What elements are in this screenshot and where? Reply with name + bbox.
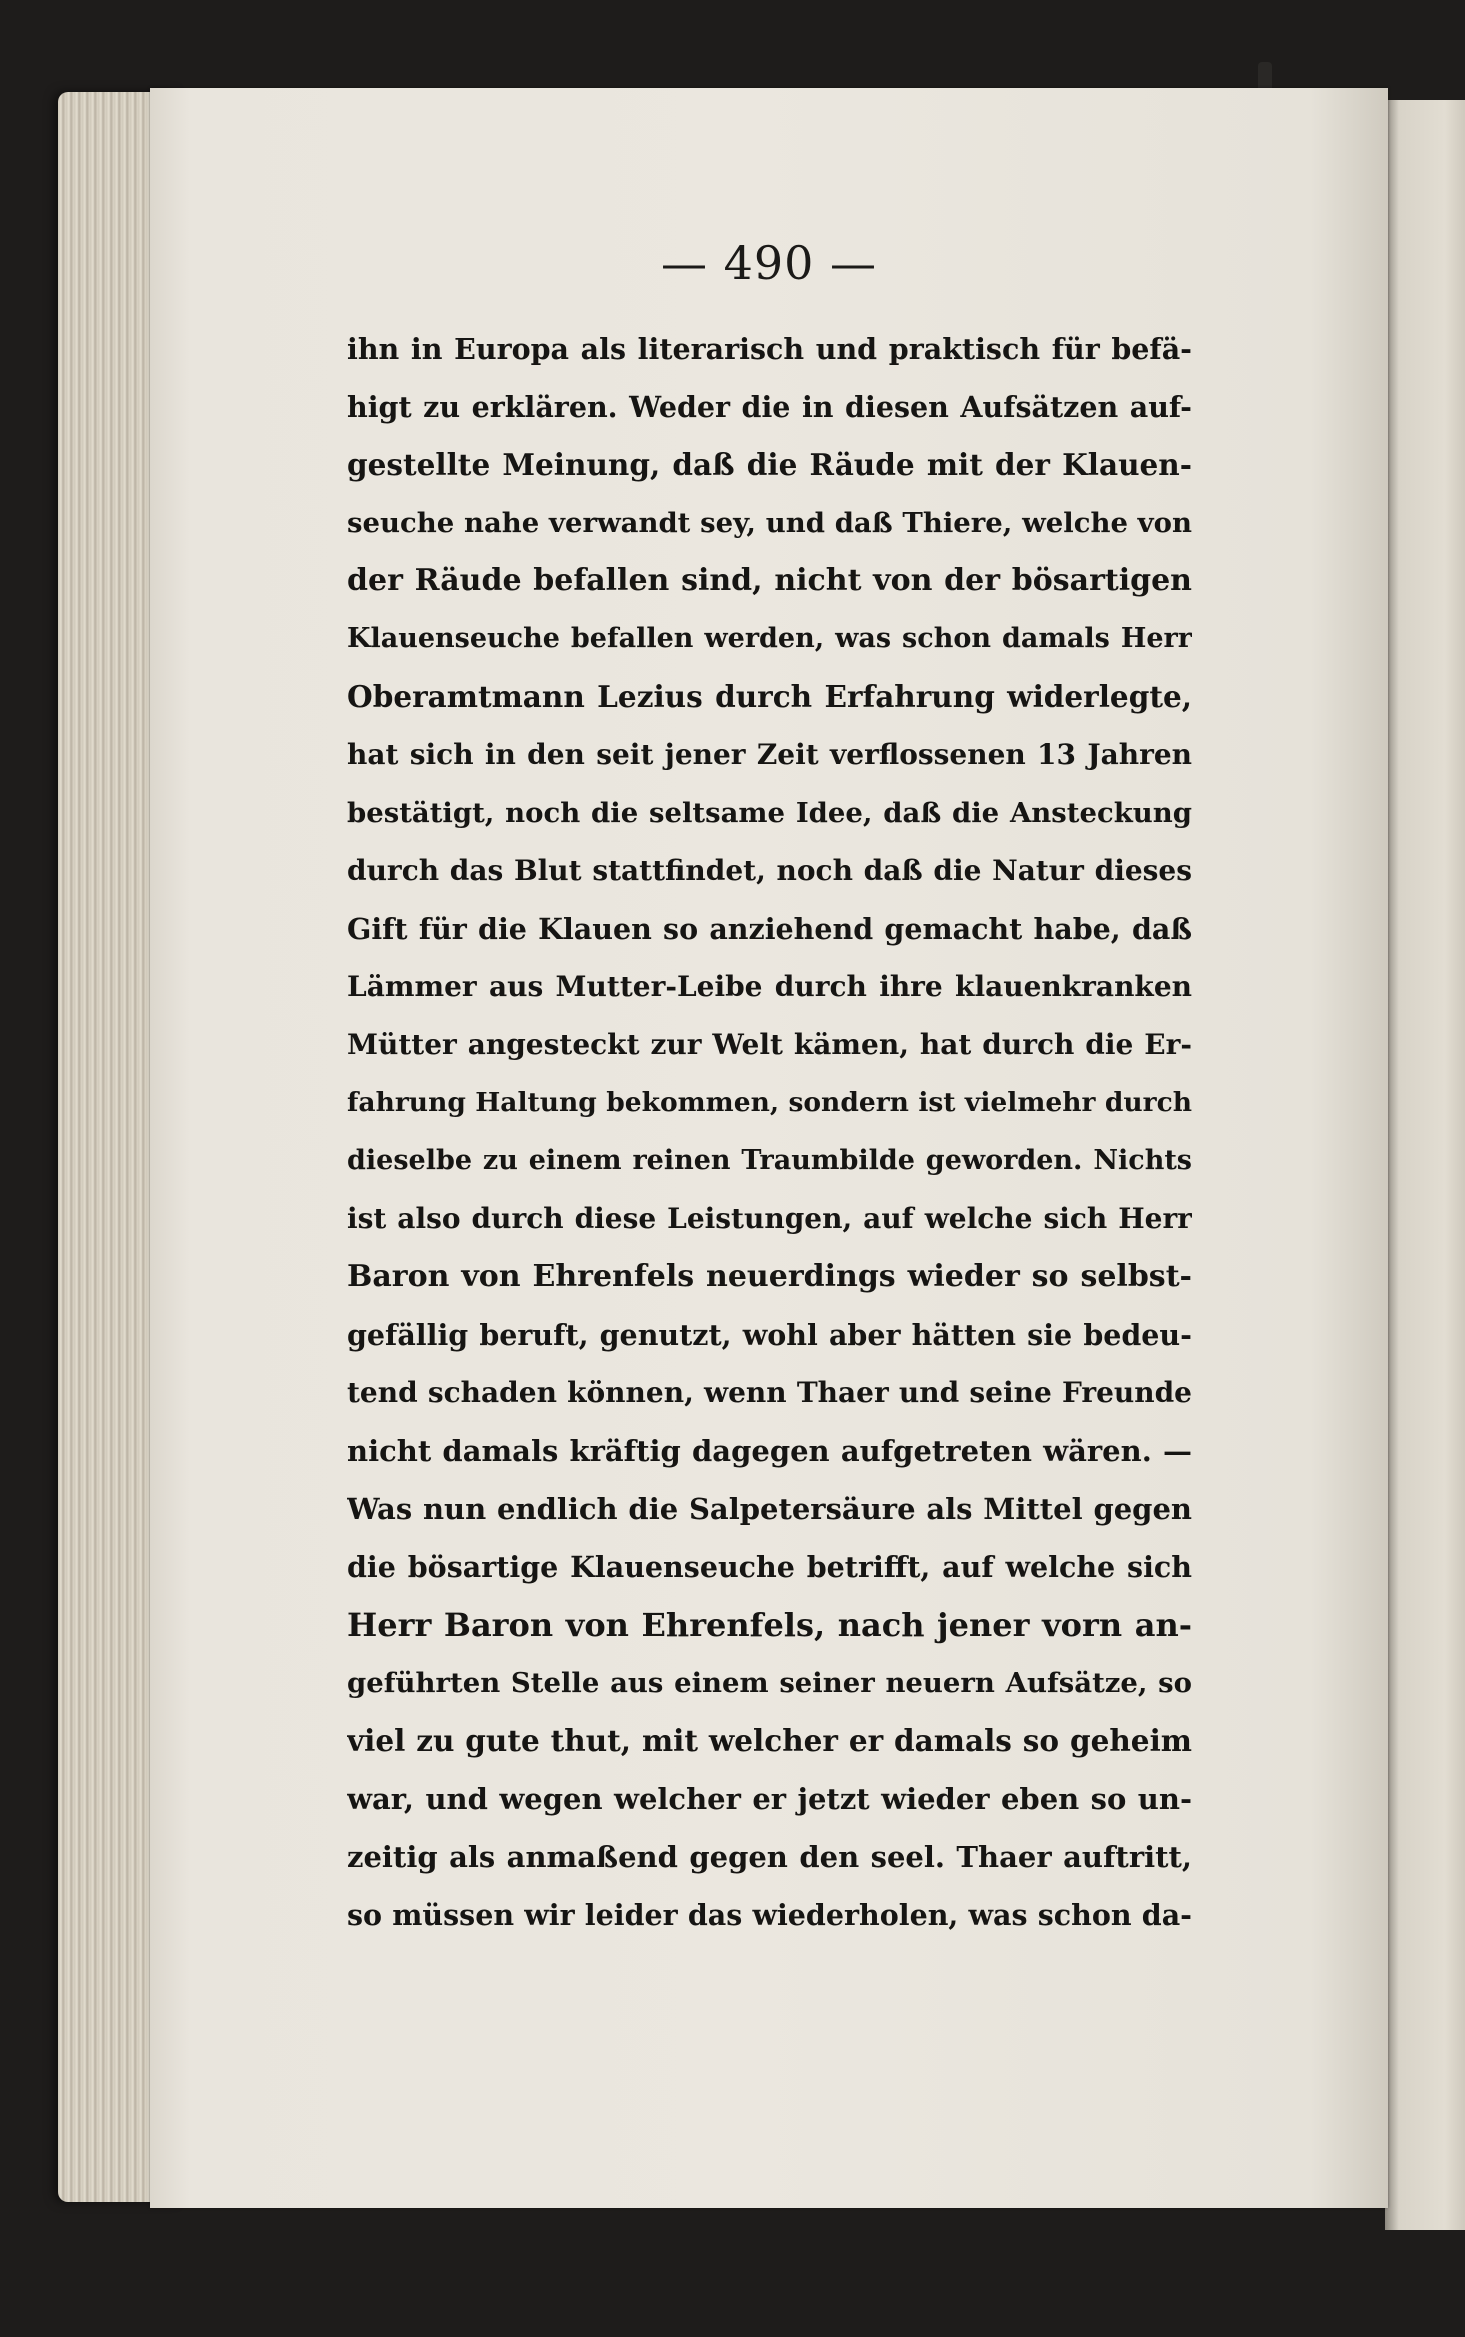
text-line: ihn in Europa als literarisch und praktisch für befä-: [347, 332, 1192, 366]
text-line: seuche nahe verwandt sey, und daß Thiere, welche von: [347, 507, 1192, 539]
page-text: [347, 320, 1192, 1944]
text-line: Lämmer aus Mutter-Leibe durch ihre klauenkranken: [347, 970, 1192, 1003]
text-line: Was nun endlich die Salpetersäure als Mittel gegen: [347, 1492, 1192, 1526]
text-line: hat sich in den seit jener Zeit verflossenen 13 Jahren: [347, 738, 1192, 771]
text-line: nicht damals kräftig dagegen aufgetreten wären. —: [347, 1434, 1192, 1468]
text-line: Baron von Ehrenfels neuerdings wieder so selbst-: [347, 1259, 1192, 1294]
text-line: gestellte Meinung, daß die Räude mit der Klauen-: [347, 447, 1192, 482]
text-line: viel zu gute thut, mit welcher er damals so geheim: [347, 1723, 1192, 1758]
text-line: tend schaden können, wenn Thaer und seine Freunde: [347, 1376, 1192, 1409]
text-line: bestätigt, noch die seltsame Idee, daß die Ansteckung: [347, 797, 1192, 829]
text-line: durch das Blut stattfindet, noch daß die Natur dieses: [347, 854, 1192, 887]
text-line: Klauenseuche befallen werden, was schon damals Herr: [347, 623, 1192, 654]
text-line: gefällig beruft, genutzt, wohl aber hätten sie bedeu-: [347, 1318, 1192, 1352]
text-line: higt zu erklären. Weder die in diesen Aufsätzen auf-: [347, 390, 1192, 424]
text-line: Oberamtmann Lezius durch Erfahrung widerlegte,: [347, 679, 1192, 714]
facing-page: [1385, 100, 1465, 2230]
text-line: geführten Stelle aus einem seiner neuern Aufsätze, so: [347, 1667, 1192, 1699]
page-number: — 490 —: [660, 236, 878, 290]
text-line: der Räude befallen sind, nicht von der bösartigen: [347, 563, 1192, 598]
text-line: zeitig als anmaßend gegen den seel. Thaer auftritt,: [347, 1840, 1192, 1874]
text-line: dieselbe zu einem reinen Traumbilde geworden. Nichts: [347, 1145, 1192, 1176]
text-line: Mütter angesteckt zur Welt kämen, hat durch die Er-: [347, 1028, 1192, 1061]
text-line: Gift für die Klauen so anziehend gemacht habe, daß: [347, 912, 1192, 946]
text-line: die bösartige Klauenseuche betrifft, auf welche sich: [347, 1550, 1192, 1584]
book-page: [150, 88, 1388, 2208]
text-line: fahrung Haltung bekommen, sondern ist vielmehr durch: [347, 1087, 1192, 1118]
text-line: war, und wegen welcher er jetzt wieder eben so un-: [347, 1782, 1192, 1816]
text-line: ist also durch diese Leistungen, auf welche sich Herr: [347, 1202, 1192, 1235]
text-line: Herr Baron von Ehrenfels, nach jener vorn an-: [347, 1606, 1192, 1644]
text-line: so müssen wir leider das wiederholen, was schon da-: [347, 1898, 1192, 1932]
